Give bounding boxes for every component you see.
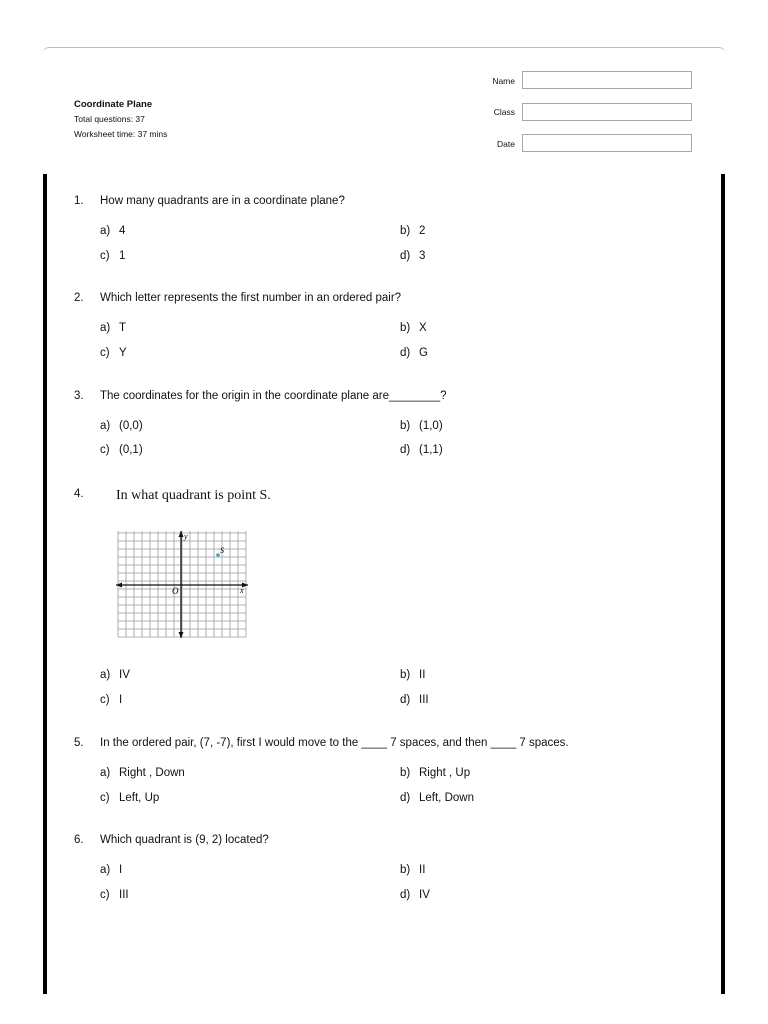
option-text: (1,0): [419, 420, 443, 432]
name-field[interactable]: [522, 71, 692, 89]
option-c[interactable]: [100, 250, 125, 262]
point-s-label: S: [220, 546, 224, 555]
option-a[interactable]: [100, 864, 122, 876]
option-text: Left, Down: [419, 792, 474, 804]
option-a[interactable]: [100, 225, 125, 237]
option-text: IV: [119, 669, 130, 681]
option-b[interactable]: [400, 864, 425, 876]
option-c[interactable]: [100, 347, 127, 359]
option-d[interactable]: [400, 347, 428, 359]
option-letter: c): [100, 347, 110, 359]
worksheet-title: Coordinate Plane: [74, 99, 153, 110]
option-text: (0,1): [119, 444, 143, 456]
option-text: (0,0): [119, 420, 143, 432]
option-letter: a): [100, 864, 111, 876]
class-field[interactable]: [522, 103, 692, 121]
option-text: 4: [119, 225, 126, 237]
coordinate-grid-figure: [114, 527, 250, 641]
option-text: Left, Up: [119, 792, 160, 804]
option-text: 3: [419, 250, 426, 262]
origin-label: O: [172, 586, 179, 596]
page-left-border: [43, 174, 47, 994]
option-letter: d): [400, 792, 411, 804]
option-text: III: [119, 889, 129, 901]
option-text: IV: [419, 889, 430, 901]
option-d[interactable]: [400, 694, 429, 706]
option-d[interactable]: [400, 250, 425, 262]
question-number: 6.: [74, 834, 84, 846]
option-text: II: [419, 669, 426, 681]
total-questions: Total questions: 37: [74, 114, 145, 124]
x-axis-label: x: [240, 586, 244, 595]
option-d[interactable]: [400, 792, 474, 804]
option-letter: d): [400, 250, 411, 262]
question-text: In the ordered pair, (7, -7), first I would move to the ____ 7 spaces, and then ____ 7 spaces.: [100, 737, 569, 749]
option-b[interactable]: [400, 669, 425, 681]
option-text: T: [119, 322, 127, 334]
option-text: (1,1): [419, 444, 443, 456]
y-axis-label: y: [184, 532, 188, 541]
option-letter: a): [100, 322, 111, 334]
option-text: Y: [119, 347, 127, 359]
question-text: In what quadrant is point S.: [116, 488, 271, 503]
option-letter: b): [400, 669, 411, 681]
option-letter: d): [400, 444, 411, 456]
option-text: X: [419, 322, 427, 334]
question-number: 5.: [74, 737, 84, 749]
class-label: Class: [493, 107, 515, 117]
option-letter: a): [100, 225, 111, 237]
x-axis-left-arrow: [116, 583, 122, 588]
question-number: 4.: [74, 488, 84, 500]
option-b[interactable]: [400, 225, 425, 237]
option-c[interactable]: [100, 444, 143, 456]
option-a[interactable]: [100, 767, 185, 779]
option-letter: b): [400, 225, 411, 237]
option-text: 1: [119, 250, 126, 262]
question-text: How many quadrants are in a coordinate plane?: [100, 195, 345, 207]
question-text: Which letter represents the first number in an ordered pair?: [100, 292, 402, 304]
option-letter: b): [400, 864, 411, 876]
option-text: Right , Down: [119, 767, 185, 779]
option-letter: d): [400, 347, 411, 359]
option-letter: c): [100, 792, 110, 804]
y-axis-up-arrow: [179, 531, 184, 537]
option-text: II: [419, 864, 426, 876]
page-right-border: [721, 174, 725, 994]
option-c[interactable]: [100, 889, 129, 901]
option-letter: c): [100, 444, 110, 456]
option-letter: c): [100, 694, 110, 706]
question-number: 1.: [74, 195, 84, 207]
option-letter: a): [100, 669, 111, 681]
option-letter: c): [100, 889, 110, 901]
date-label: Date: [497, 139, 515, 149]
option-b[interactable]: [400, 322, 427, 334]
option-letter: d): [400, 889, 411, 901]
option-b[interactable]: [400, 420, 443, 432]
question-number: 2.: [74, 292, 84, 304]
option-c[interactable]: [100, 792, 159, 804]
option-b[interactable]: [400, 767, 470, 779]
option-text: III: [419, 694, 429, 706]
option-c[interactable]: [100, 694, 122, 706]
question-text: The coordinates for the origin in the coordinate plane are________?: [100, 390, 447, 402]
option-text: I: [119, 694, 123, 706]
option-letter: b): [400, 767, 411, 779]
option-d[interactable]: [400, 444, 443, 456]
option-text: Right , Up: [419, 767, 471, 779]
option-letter: b): [400, 420, 411, 432]
option-letter: a): [100, 767, 111, 779]
option-letter: c): [100, 250, 110, 262]
option-d[interactable]: [400, 889, 430, 901]
option-a[interactable]: [100, 322, 126, 334]
option-text: 2: [419, 225, 426, 237]
option-a[interactable]: [100, 669, 130, 681]
option-letter: a): [100, 420, 111, 432]
option-text: I: [119, 864, 123, 876]
question-text: Which quadrant is (9, 2) located?: [100, 834, 269, 846]
option-letter: b): [400, 322, 411, 334]
question-number: 3.: [74, 390, 84, 402]
name-label: Name: [492, 76, 515, 86]
option-a[interactable]: [100, 420, 143, 432]
worksheet-time: Worksheet time: 37 mins: [74, 129, 168, 139]
option-letter: d): [400, 694, 411, 706]
date-field[interactable]: [522, 134, 692, 152]
option-text: G: [419, 347, 428, 359]
